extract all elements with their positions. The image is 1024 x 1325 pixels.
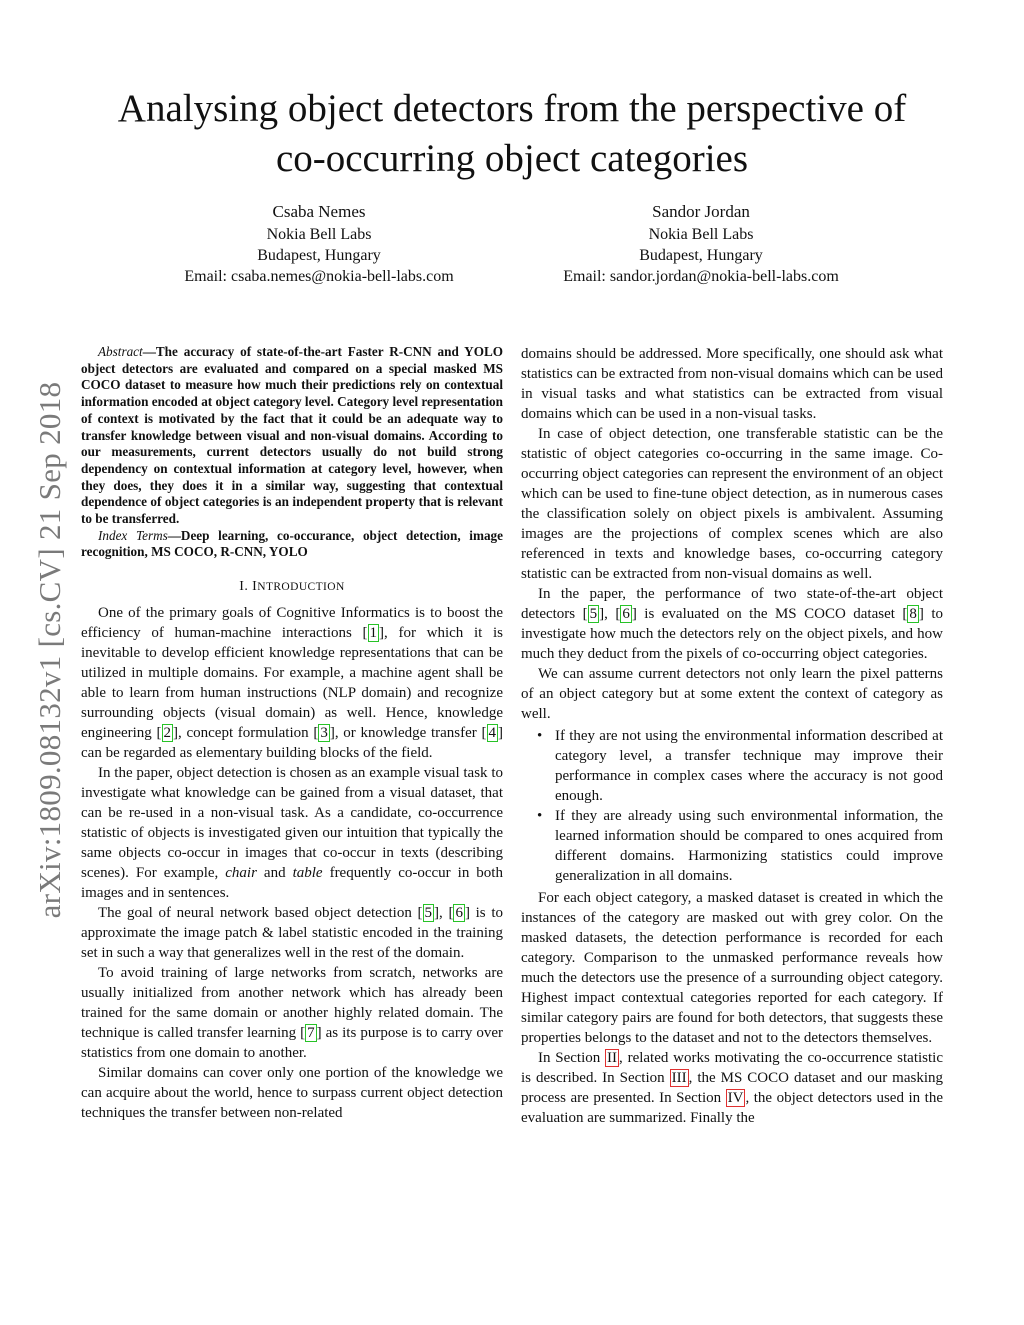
- title-line-1: Analysing object detectors from the perspective of: [117, 87, 907, 130]
- citation-link-2[interactable]: 2: [163, 725, 172, 742]
- index-terms-paragraph: [81, 528, 503, 561]
- left-column: [81, 344, 503, 1123]
- citation-link-6[interactable]: 6: [455, 905, 463, 922]
- author-email[interactable]: Email: csaba.nemes@nokia-bell-labs.com: [184, 268, 454, 285]
- intro-paragraph-5: Similar domains can cover only one portion of the knowledge we can acquire about the world, hence to surpass current object detection techniques the transfer between non-related: [81, 1065, 503, 1122]
- index-terms-text: —Deep learning, co-occurance, object detection, image recognition, MS COCO, R-CNN, YOLO: [81, 527, 503, 560]
- author-block-1: [109, 201, 529, 287]
- right-column: [521, 344, 943, 1128]
- abstract: [81, 344, 503, 561]
- right-paragraph-3: In the paper, the performance of two state-of-the-art object detectors [ 5 ], [ 6 ] is evaluated on the MS COCO dataset [ 8 ] to investigate how much the detectors rely on the object pixels, and how much they deduct from the pixels of co-occurring object categories.: [521, 586, 944, 662]
- author-affiliation: Nokia Bell Labs: [266, 226, 372, 243]
- intro-paragraph-1: One of the primary goals of Cognitive Informatics is to boost the efficiency of human-machine interactions [ 1 ], for which it is inevitable to develop efficient knowledge representations that can be utilized in multiple domains. For example, a machine agent shall be able to learn from human instructions (NLP domain) and recognize surrounding objects (visual domain) as well. Hence, knowledge engineering [ 2 ], concept formulation [ 3 ], or knowledge transfer [ 4 ] can be regarded as elementary building blocks of the field.: [81, 605, 503, 762]
- citation-link-1[interactable]: 1: [369, 625, 378, 642]
- right-paragraph-5: For each object category, a masked dataset is created in which the instances of the category are masked out with grey color. On the masked datasets, the detection performance is recorded for each category. Comparison to the unmasked performance reveals how much the detectors use the presence of a surrounding object category. Highest impact contextual categories reported for each category. If similar category pairs are found for both detectors, that suggests these properties belongs to the dataset and not to the detectors themselves.: [521, 890, 943, 1046]
- intro-paragraph-3: The goal of neural network based object detection [ 5 ], [ 6 ] is to approximate the image patch & label statistic encoded in the training set in such a way that generalizes well in the rest of the domain.: [81, 905, 503, 962]
- section-heading-introduction: I. INTRODUCTION: [239, 579, 345, 595]
- abstract-label: Abstract: [98, 344, 143, 359]
- citation-link-5[interactable]: 5: [424, 905, 433, 922]
- author-location: Budapest, Hungary: [257, 247, 381, 264]
- citation-link-3[interactable]: 3: [320, 725, 328, 742]
- author-location: Budapest, Hungary: [639, 247, 763, 264]
- right-paragraph-4: We can assume current detectors not only learn the pixel patterns of an object category but at some extent the context of category as well.: [521, 666, 943, 722]
- right-paragraph-1: domains should be addressed. More specifically, one should ask what statistics can be extracted from non-visual domains which can be used in visual tasks and what statistics can be extracted from visual domains which can be used in a non-visual tasks.: [521, 346, 943, 422]
- section-link-4[interactable]: IV: [727, 1090, 744, 1106]
- author-name: Csaba Nemes: [272, 202, 366, 221]
- abstract-text: —The accuracy of state-of-the-art Faster R-CNN and YOLO object detectors are evaluated and compared on a special masked MS COCO dataset to measure how much their predictions rely on contextual information encoded at object category level. Category level representation of context is motivated by the fact that it could be an adequate way to transfer knowledge between visual and non-visual domains. According to our measurements, current detectors usually do not build strong dependency on contextual information at category level, however, when they does, they does it in a similar way, suggesting that contextual dependence of object categories is an independent property that is relevant to be transferred.: [81, 344, 503, 527]
- right-paragraph-6: In Section II , related works motivating the co-occurrence statistic is described. In Section III , the MS COCO dataset and our masking process are presented. In Section IV , the object detectors used in the evaluation are summarized. Finally the: [521, 1050, 944, 1126]
- citation-link-8[interactable]: 8: [909, 606, 917, 622]
- bullet-item-1: • If they are not using the environmental information described at category level, a transfer technique may improve their performance in complex cases where the accuracy is not good enough.: [521, 726, 943, 806]
- citation-link-5[interactable]: 5: [589, 606, 598, 622]
- author-block-2: [491, 201, 911, 287]
- section-link-2[interactable]: II: [607, 1050, 618, 1066]
- arxiv-id-text: arXiv:1809.08132v1 [cs.CV] 21 Sep 2018: [32, 381, 67, 919]
- citation-link-7[interactable]: 7: [307, 1025, 315, 1042]
- intro-paragraph-4: To avoid training of large networks from scratch, networks are usually initialized from another network which has already been trained for the same domain or another highly related domain. The technique is called transfer learning [ 7 ] as its purpose is to carry over statistics from one domain to another.: [81, 965, 503, 1062]
- author-affiliation: Nokia Bell Labs: [648, 226, 754, 243]
- index-terms-label: Index Terms: [98, 527, 168, 543]
- right-paragraph-2: In case of object detection, one transferable statistic can be the statistic of object categories co-occurring in the same image. Co-occurring object categories can represent the environment of an object which can be used to fine-tune object detection, as in numerous cases the classification solely on object pixels is ambivalent. Assuming images are the projections of complex scenes which are also referenced in texts and knowledge bases, co-occurring category statistic can be extracted from non-visual domains as well.: [521, 426, 943, 582]
- citation-link-4[interactable]: 4: [488, 725, 496, 742]
- citation-link-6[interactable]: 6: [622, 606, 630, 622]
- author-email[interactable]: Email: sandor.jordan@nokia-bell-labs.com: [563, 268, 839, 285]
- paper-title: [60, 84, 964, 184]
- author-name: Sandor Jordan: [652, 202, 750, 221]
- bullet-list: [521, 726, 943, 886]
- section-link-3[interactable]: III: [671, 1070, 687, 1086]
- intro-paragraph-2: In the paper, object detection is chosen as an example visual task to investigate what knowledge can be gained from a visual dataset, that can be re-used in a non-visual task. As a candidate, co-occurrence statistic of objects is investigated given our intuition that typically the same objects co-occur in images that co-occur in texts (describing scenes). For example, chair and table frequently co-occur in both images and in sentences.: [81, 765, 503, 902]
- abstract-paragraph: [81, 344, 503, 528]
- title-line-2: co-occurring object categories: [275, 137, 749, 180]
- bullet-item-2: • If they are already using such environmental information, the learned information should be compared to ones acquired from different domains. Harmonizing statistics could improve generalization in all domains.: [521, 806, 943, 886]
- arxiv-identifier-stamp: [20, 350, 80, 950]
